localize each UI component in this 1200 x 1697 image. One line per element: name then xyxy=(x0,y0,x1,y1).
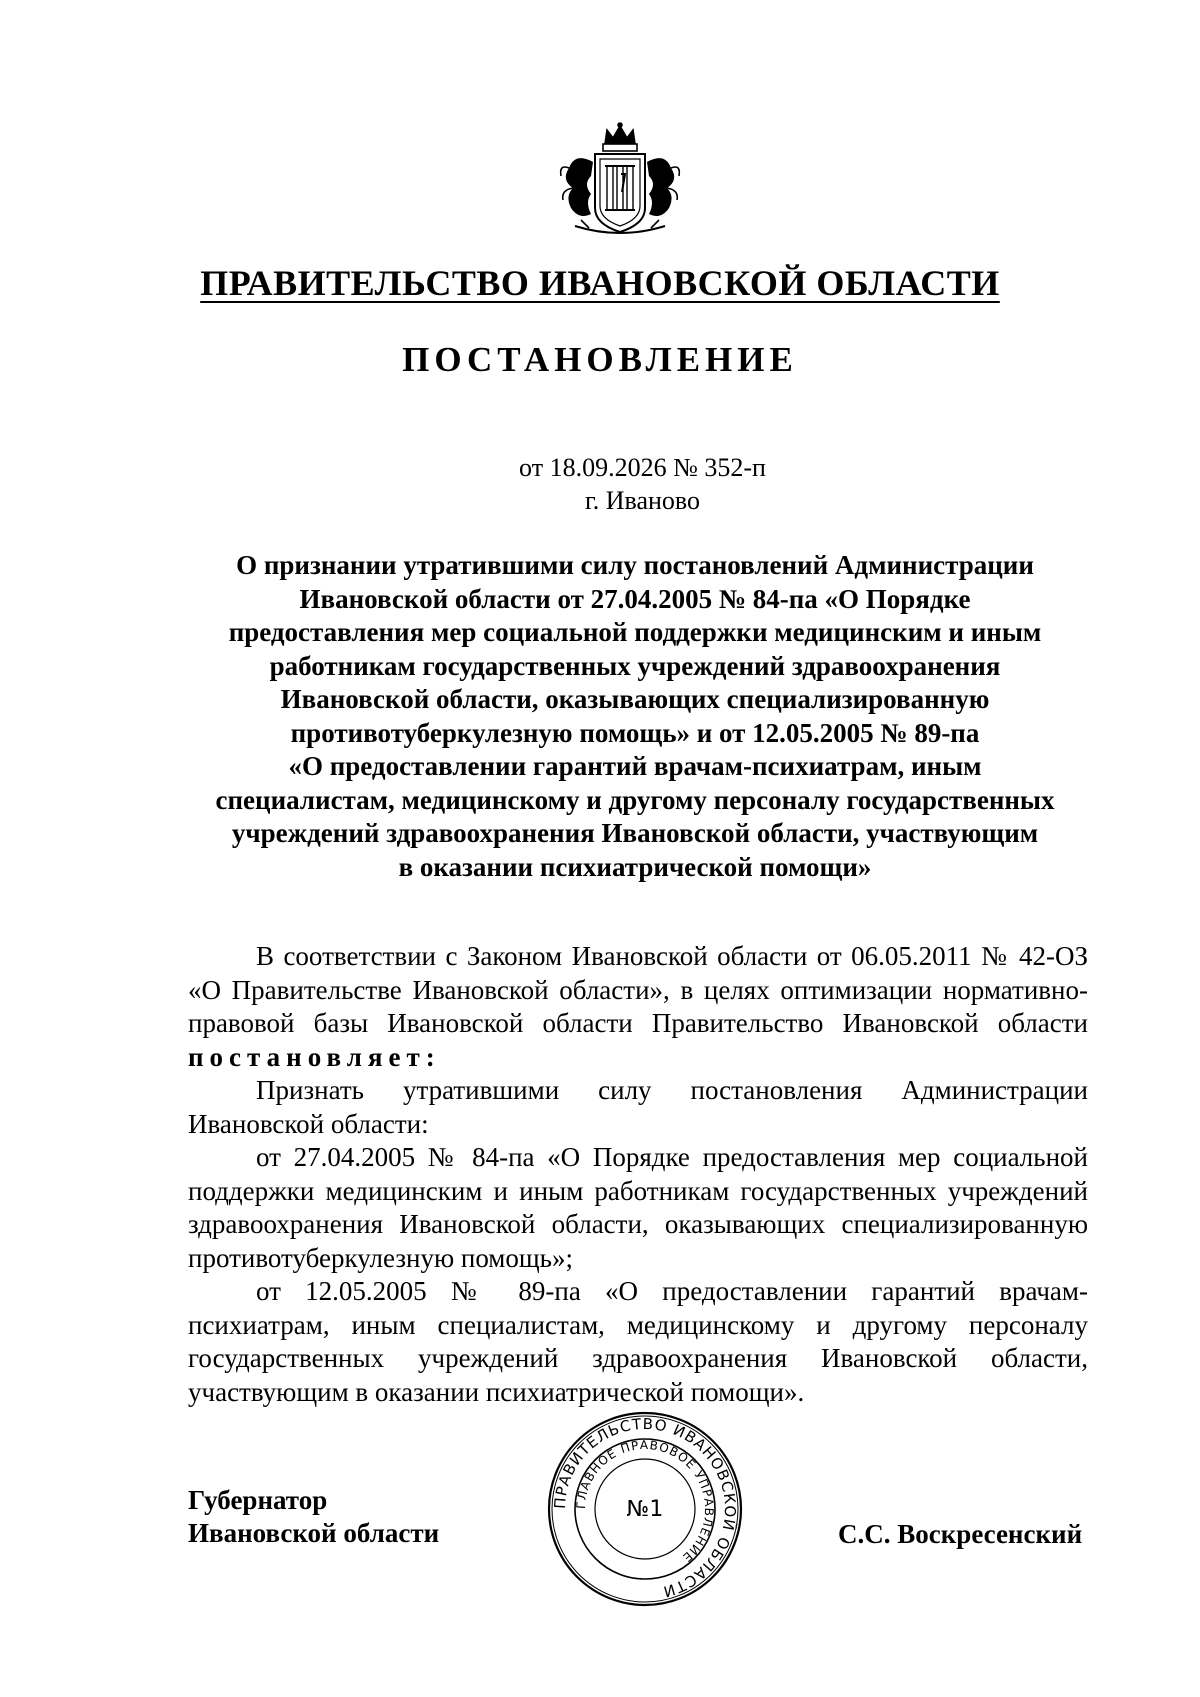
subject-line: учреждений здравоохранения Ивановской области, участвующим xyxy=(231,818,1039,848)
preamble-text: В соответствии с Законом Ивановской области от 06.05.2011 № 42-ОЗ «О Правительстве Ивановской области», в целях оптимизации нормативно-правовой базы Ивановской области Правительство Ивановской области xyxy=(188,941,1088,1038)
subject-line: Ивановской области от 27.04.2005 № 84-па «О Порядке xyxy=(299,583,971,614)
body-paragraph-item-1: от 27.04.2005 № 84-па «О Порядке предоставления мер социальной поддержки медицинским и иным работникам государственных учреждений здравоохранения Ивановской области, оказывающих специализированную противотуберкулезную помощь»; xyxy=(188,1142,1088,1273)
subject-line: Ивановской области, оказывающих специализированную xyxy=(280,684,990,714)
subject-line: О признании утратившими силу постановлений Администрации xyxy=(236,550,1034,580)
subject-line: «О предоставлении гарантий врачам-психиатрам, иным xyxy=(288,751,982,781)
government-title xyxy=(0,262,1200,304)
subject-line: предоставления мер социальной поддержки медицинским и иным xyxy=(228,617,1042,647)
stamp-number: №1 xyxy=(626,1497,664,1522)
stamp-outer-text: ПРАВИТЕЛЬСТВО ИВАНОВСКОЙ ОБЛАСТИ xyxy=(550,1414,740,1601)
subject-line: работникам государственных учреждений здравоохранения xyxy=(269,650,1001,681)
official-stamp xyxy=(545,1409,745,1609)
coat-of-arms-emblem xyxy=(555,122,685,240)
document-date-block xyxy=(0,451,1200,517)
body-paragraph-preamble xyxy=(188,940,1088,1074)
body-paragraph-resolution: Признать утратившими силу постановления Администрации Ивановской области: xyxy=(188,1075,1088,1139)
subject-line: специалистам, медицинскому и другому персоналу государственных xyxy=(215,784,1055,815)
subject-line: противотуберкулезную помощь» и от 12.05.2005 № 89-па xyxy=(290,717,980,748)
signer-role-line: Ивановской области xyxy=(188,1518,440,1548)
stamp-inner-text: ГЛАВНОЕ ПРАВОВОЕ УПРАВЛЕНИЕ xyxy=(573,1437,717,1566)
signer-role-line: Губернатор xyxy=(188,1485,328,1515)
document-date: от 18.09.2026 № 352-п xyxy=(519,453,766,482)
government-title-text: ПРАВИТЕЛЬСТВО ИВАНОВСКОЙ ОБЛАСТИ xyxy=(200,263,1000,303)
document-subject xyxy=(170,549,1100,884)
subject-line: в оказании психиатрической помощи» xyxy=(398,851,872,882)
document-body xyxy=(188,940,1088,1409)
document-type: ПОСТАНОВЛЕНИЕ xyxy=(402,340,798,379)
signer-role xyxy=(188,1484,439,1550)
signer-name: С.С. Воскресенский xyxy=(838,1519,1083,1549)
body-paragraph-item-2: от 12.05.2005 № 89-па «О предоставлении гарантий врачам-психиатрам, иным специалистам, медицинскому и другому персоналу государственных учреждений здравоохранения Ивановской области, участвующим в оказании психиатрической помощи». xyxy=(188,1276,1088,1407)
document-city: г. Иваново xyxy=(585,486,700,515)
decree-word: постановляет: xyxy=(188,1041,441,1072)
